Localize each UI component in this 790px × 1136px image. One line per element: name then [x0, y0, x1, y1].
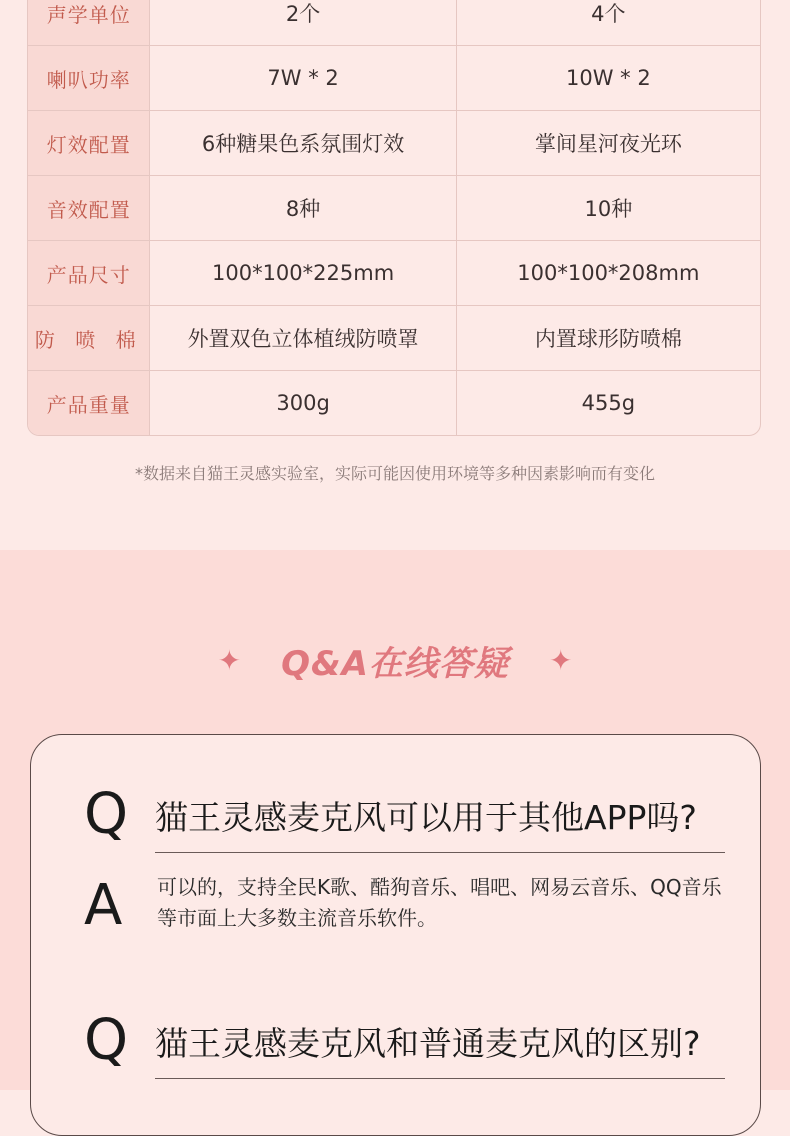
question-text: 猫王灵感麦克风可以用于其他APP吗?: [155, 798, 697, 837]
question-text: 猫王灵感麦克风和普通麦克风的区别?: [155, 1024, 701, 1063]
table-cell: 2个: [150, 0, 456, 46]
row-label: 灯效配置: [28, 111, 150, 176]
question-divider: [155, 1078, 725, 1079]
footnote: *数据来自猫王灵感实验室，实际可能因使用环境等多种因素影响而有变化: [134, 464, 655, 483]
sparkle-icon: ✦: [217, 643, 242, 677]
table-row: [28, 306, 760, 371]
table-cell: 6种糖果色系氛围灯效: [150, 111, 456, 176]
table-cell: 10W * 2: [457, 46, 760, 111]
answer-mark-letter: A: [84, 873, 123, 938]
row-label: 声学单位: [28, 0, 150, 46]
table-cell: 100*100*225mm: [150, 241, 456, 306]
table-row: [28, 111, 760, 176]
qa-title: Q&A在线答疑: [281, 643, 509, 684]
qa-heading: [0, 635, 790, 685]
table-cell: 455g: [581, 391, 636, 415]
sparkle-icon: ✦: [548, 643, 573, 677]
row-label: 音效配置: [28, 176, 150, 241]
table-row: [28, 46, 760, 111]
row-label: 产品尺寸: [28, 241, 150, 306]
question-divider: [155, 852, 725, 853]
row-label: 防 喷 棉: [28, 306, 150, 371]
spec-section: [0, 0, 790, 550]
table-cell: 8种: [150, 176, 456, 241]
answer-text: 可以的，支持全民K歌、酷狗音乐、唱吧、网易云音乐、QQ音乐等市面上大多数主流音乐软件。: [157, 875, 722, 930]
table-row: [28, 241, 760, 306]
table-cell: 内置球形防喷棉: [457, 306, 760, 371]
question-mark-letter: Q: [84, 782, 129, 847]
question-mark-letter: Q: [84, 1008, 129, 1073]
row-label: 喇叭功率: [28, 46, 150, 111]
row-label: 产品重量: [28, 371, 150, 435]
table-cell: 外置双色立体植绒防喷罩: [150, 306, 456, 371]
table-cell: 4个: [457, 0, 760, 46]
table-cell: 掌间星河夜光环: [457, 111, 760, 176]
table-cell: 10种: [457, 176, 760, 241]
table-cell: 7W * 2: [150, 46, 456, 111]
spec-comparison-table: [27, 0, 761, 436]
table-row: [28, 0, 760, 46]
table-row: [28, 176, 760, 241]
table-cell: 100*100*208mm: [457, 241, 760, 306]
table-cell: 300g: [150, 371, 456, 435]
table-row: [28, 371, 760, 435]
